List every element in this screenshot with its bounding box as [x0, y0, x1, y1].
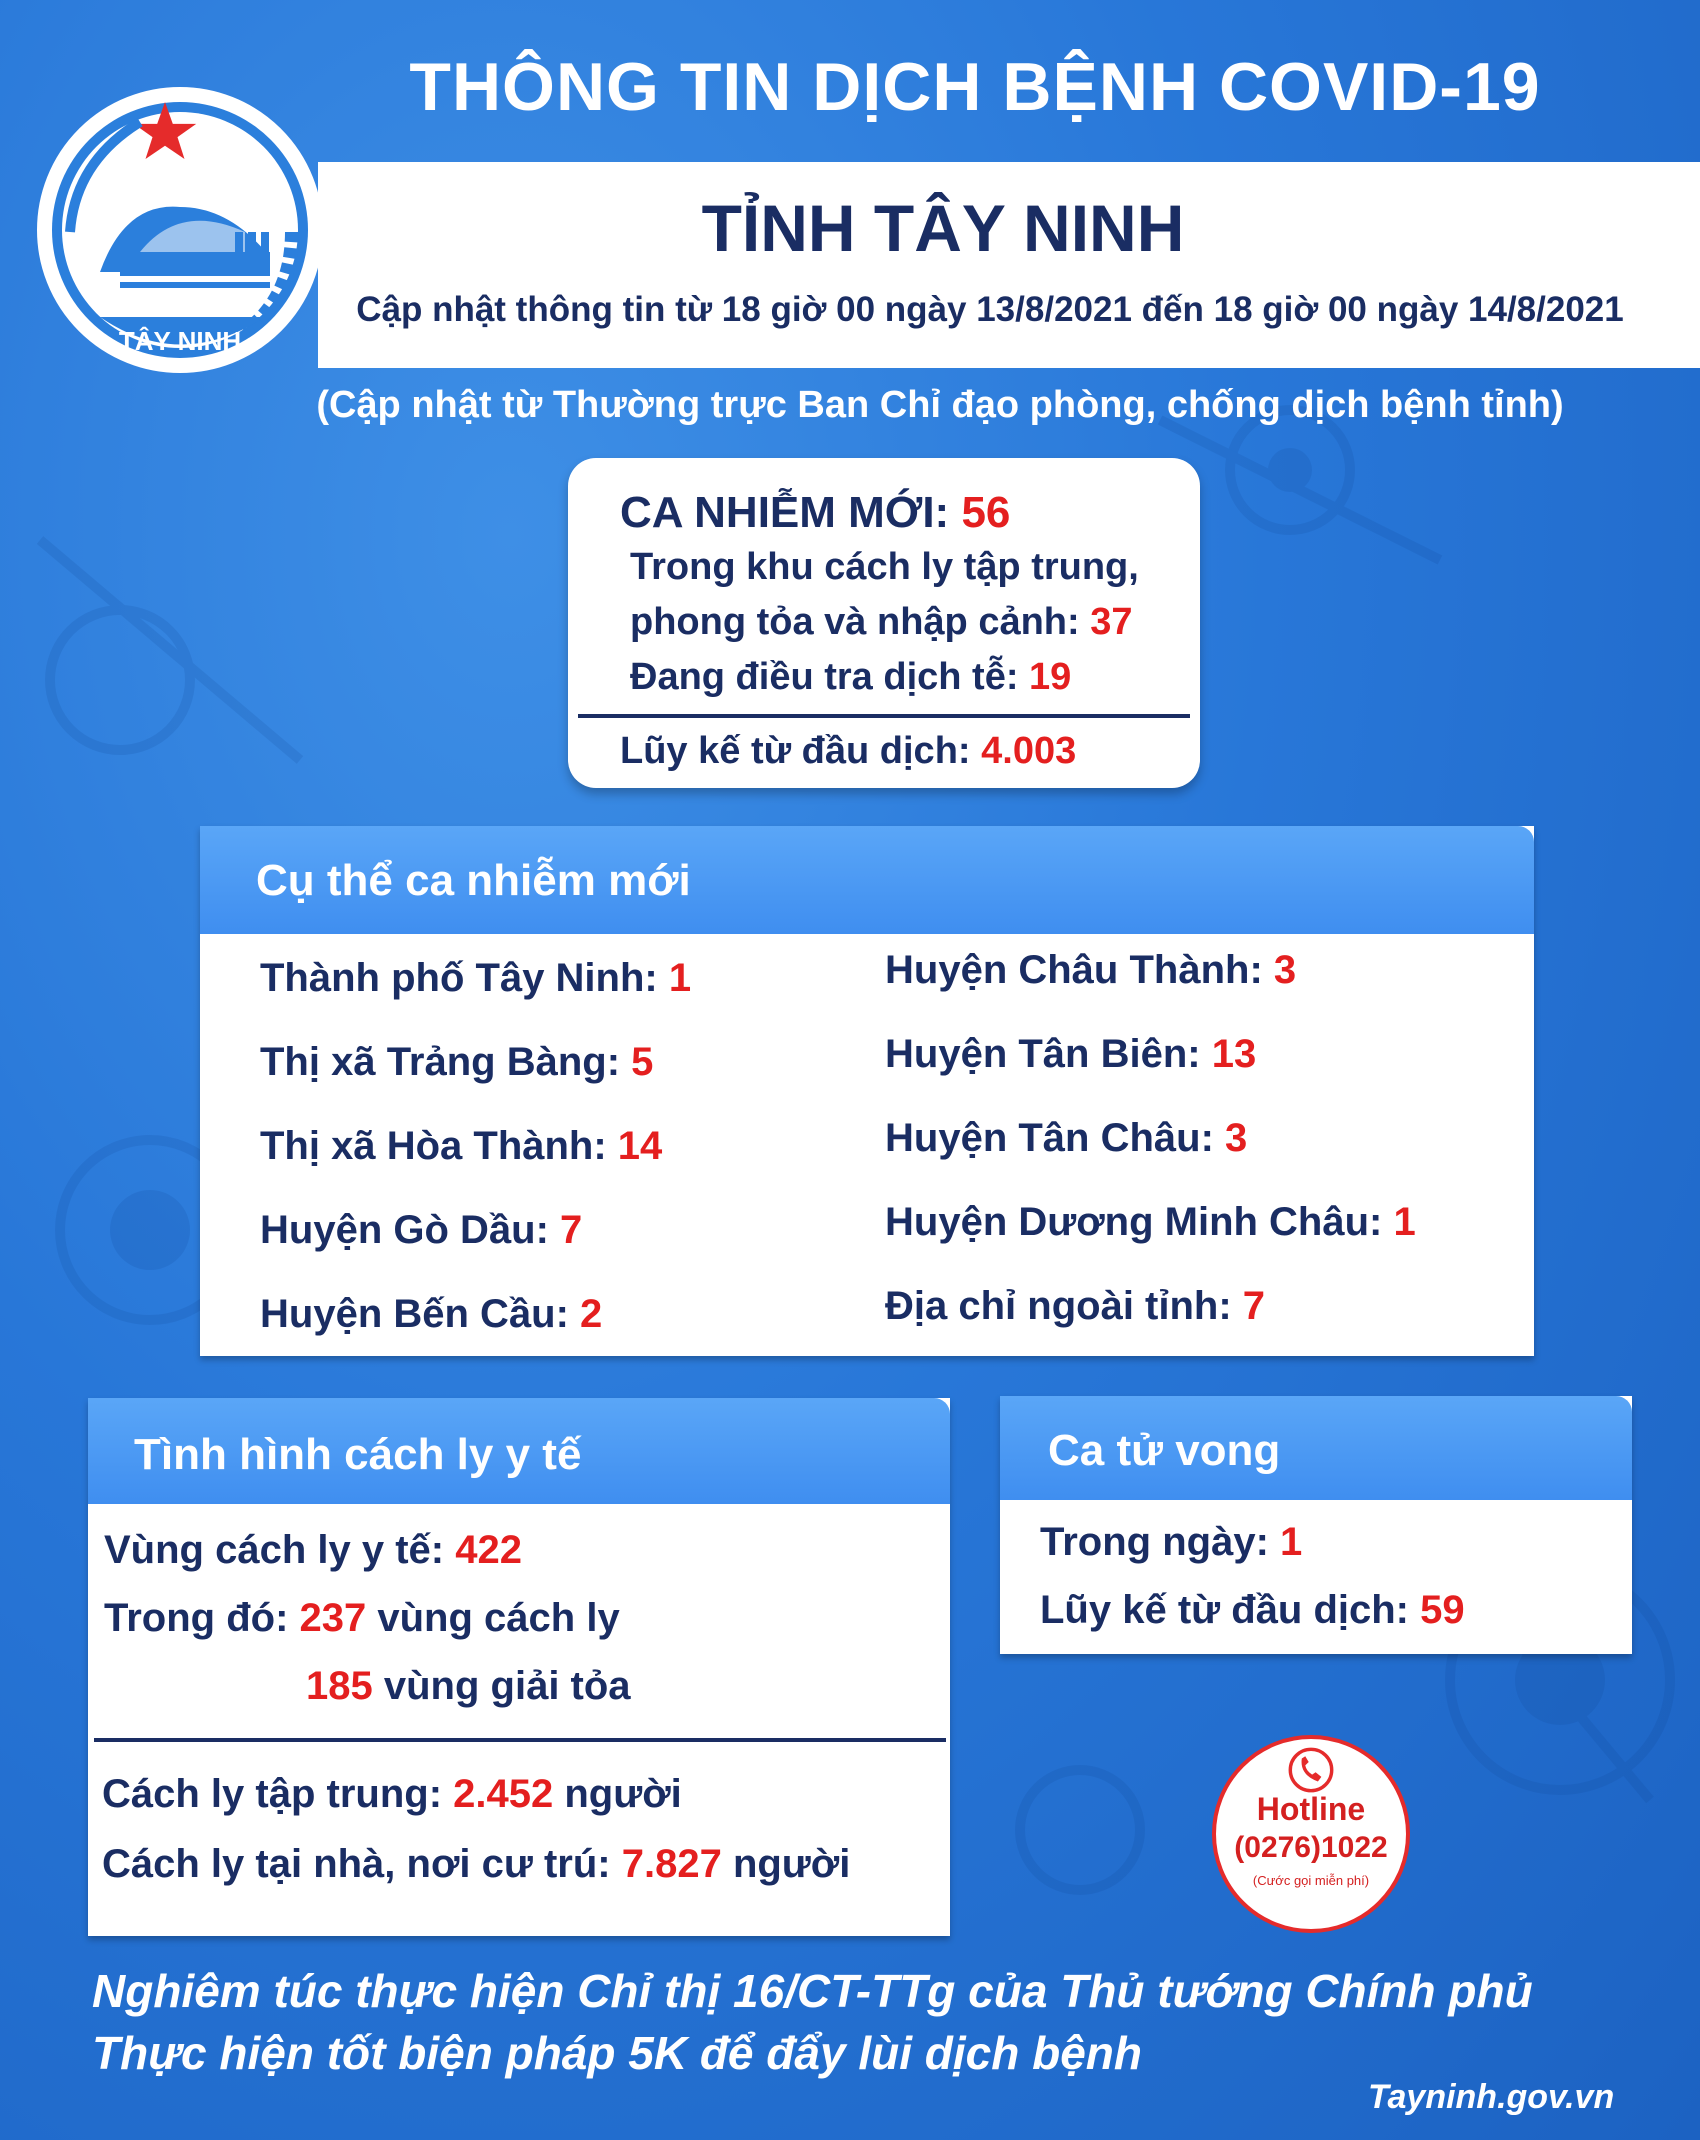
district-value: 13: [1211, 1032, 1257, 1076]
home-isolation-value: 7.827: [621, 1842, 722, 1886]
website-link[interactable]: Tayninh.gov.vn: [1368, 2078, 1615, 2116]
district-label: Thị xã Trảng Bàng:: [260, 1040, 632, 1084]
deaths-panel-title: Ca tử vong: [1048, 1426, 1281, 1475]
details-panel: [200, 826, 1534, 1356]
investigating-value: 19: [1029, 656, 1072, 698]
district-label: Thành phố Tây Ninh:: [260, 956, 669, 1000]
district-label: Địa chỉ ngoài tỉnh:: [885, 1284, 1243, 1328]
district-item: [260, 1208, 582, 1253]
investigating-label: Đang điều tra dịch tễ:: [630, 656, 1030, 698]
slogan-line-2: Thực hiện tốt biện pháp 5K để đẩy lùi dịch bệnh: [92, 2027, 1143, 2079]
district-value: 3: [1273, 948, 1297, 992]
district-value: 7: [1242, 1284, 1266, 1328]
district-value: 2: [580, 1292, 603, 1336]
deaths-cumulative-value: 59: [1420, 1588, 1465, 1632]
district-item: [885, 1032, 1256, 1077]
released-zones-value: 185: [306, 1664, 373, 1708]
zones-line: [104, 1528, 522, 1573]
quarantine-line-2: [630, 601, 1133, 644]
among-label: Trong đó:: [104, 1596, 300, 1640]
central-isolation-value: 2.452: [453, 1772, 554, 1816]
home-isolation-label: Cách ly tại nhà, nơi cư trú:: [102, 1842, 622, 1886]
quarantine-value: 37: [1090, 601, 1133, 643]
district-label: Huyện Gò Dầu:: [260, 1208, 561, 1252]
phone-icon: [1288, 1747, 1334, 1793]
district-label: Huyện Châu Thành:: [885, 948, 1274, 992]
released-line: [306, 1664, 631, 1709]
divider: [578, 714, 1190, 718]
released-zones-label: vùng giải tỏa: [372, 1664, 631, 1708]
hotline-number: (0276)1022: [1234, 1831, 1388, 1864]
among-line: [104, 1596, 620, 1641]
divider: [94, 1738, 946, 1742]
deaths-today-line: [1040, 1520, 1302, 1565]
zones-value: 422: [455, 1528, 522, 1572]
hotline-note: (Cước gọi miễn phí): [1252, 1873, 1370, 1888]
district-item: [885, 1200, 1416, 1245]
district-value: 1: [1393, 1200, 1416, 1244]
district-item: [260, 1292, 602, 1337]
deaths-today-value: 1: [1280, 1520, 1303, 1564]
district-value: 14: [617, 1124, 663, 1168]
district-value: 7: [560, 1208, 583, 1252]
details-panel-header: [200, 826, 1534, 934]
new-cases-card: [568, 458, 1200, 788]
deaths-cumulative-label: Lũy kế từ đầu dịch:: [1040, 1588, 1421, 1632]
isolated-zones-value: 237: [299, 1596, 367, 1640]
district-item: [260, 1040, 653, 1085]
cumulative-cases-value: 4.003: [981, 730, 1077, 772]
quarantine-label: phong tỏa và nhập cảnh:: [630, 601, 1091, 643]
central-isolation-unit: người: [553, 1772, 682, 1816]
investigating-line: [630, 656, 1071, 699]
isolation-panel-title: Tình hình cách ly y tế: [134, 1430, 582, 1479]
details-panel-title: Cụ thể ca nhiễm mới: [256, 856, 691, 905]
district-item: [260, 1124, 662, 1169]
province-title: TỈNH TÂY NINH: [701, 191, 1185, 265]
cumulative-cases-label: Lũy kế từ đầu dịch:: [620, 730, 982, 772]
quarantine-line: Trong khu cách ly tập trung,: [630, 546, 1139, 588]
deaths-panel: [1000, 1396, 1632, 1654]
home-isolation-unit: người: [721, 1842, 851, 1886]
new-cases-heading: [620, 488, 1010, 538]
tay-ninh-logo: [30, 82, 345, 377]
new-cases-value: 56: [961, 488, 1011, 537]
district-label: Thị xã Hòa Thành:: [260, 1124, 618, 1168]
district-item: [885, 1284, 1265, 1329]
new-cases-label: CA NHIỄM MỚI:: [620, 488, 962, 537]
district-label: Huyện Tân Biên:: [885, 1032, 1212, 1076]
district-value: 3: [1225, 1116, 1248, 1160]
zones-label: Vùng cách ly y tế:: [104, 1528, 456, 1572]
isolated-zones-label: vùng cách ly: [366, 1596, 620, 1640]
logo-text: TÂY NINH: [118, 326, 242, 356]
deaths-today-label: Trong ngày:: [1040, 1520, 1280, 1564]
central-isolation-line: [102, 1772, 682, 1817]
update-period: Cập nhật thông tin từ 18 giờ 00 ngày 13/8/2021 đến 18 giờ 00 ngày 14/8/2021: [356, 290, 1624, 329]
deaths-cumulative-line: [1040, 1588, 1465, 1633]
district-item: [260, 956, 691, 1001]
cumulative-cases-line: [620, 730, 1076, 773]
central-isolation-label: Cách ly tập trung:: [102, 1772, 454, 1816]
district-label: Huyện Tân Châu:: [885, 1116, 1226, 1160]
deaths-panel-header: [1000, 1396, 1632, 1500]
district-item: [885, 948, 1296, 993]
home-isolation-line: [102, 1842, 850, 1887]
isolation-panel-header: [88, 1398, 950, 1504]
district-label: Huyện Bến Cầu:: [260, 1292, 581, 1336]
district-label: Huyện Dương Minh Châu:: [885, 1200, 1394, 1244]
page-title: THÔNG TIN DỊCH BỆNH COVID-19: [409, 49, 1541, 125]
district-value: 1: [668, 956, 692, 1000]
district-value: 5: [631, 1040, 654, 1084]
hotline-label: Hotline: [1256, 1791, 1366, 1827]
slogan-line-1: Nghiêm túc thực hiện Chỉ thị 16/CT-TTg của Thủ tướng Chính phủ: [92, 1965, 1533, 2017]
source-note: (Cập nhật từ Thường trực Ban Chỉ đạo phòng, chống dịch bệnh tỉnh): [316, 384, 1564, 426]
district-item: [885, 1116, 1247, 1161]
isolation-panel: [88, 1398, 950, 1936]
hotline-badge[interactable]: [1212, 1735, 1410, 1933]
